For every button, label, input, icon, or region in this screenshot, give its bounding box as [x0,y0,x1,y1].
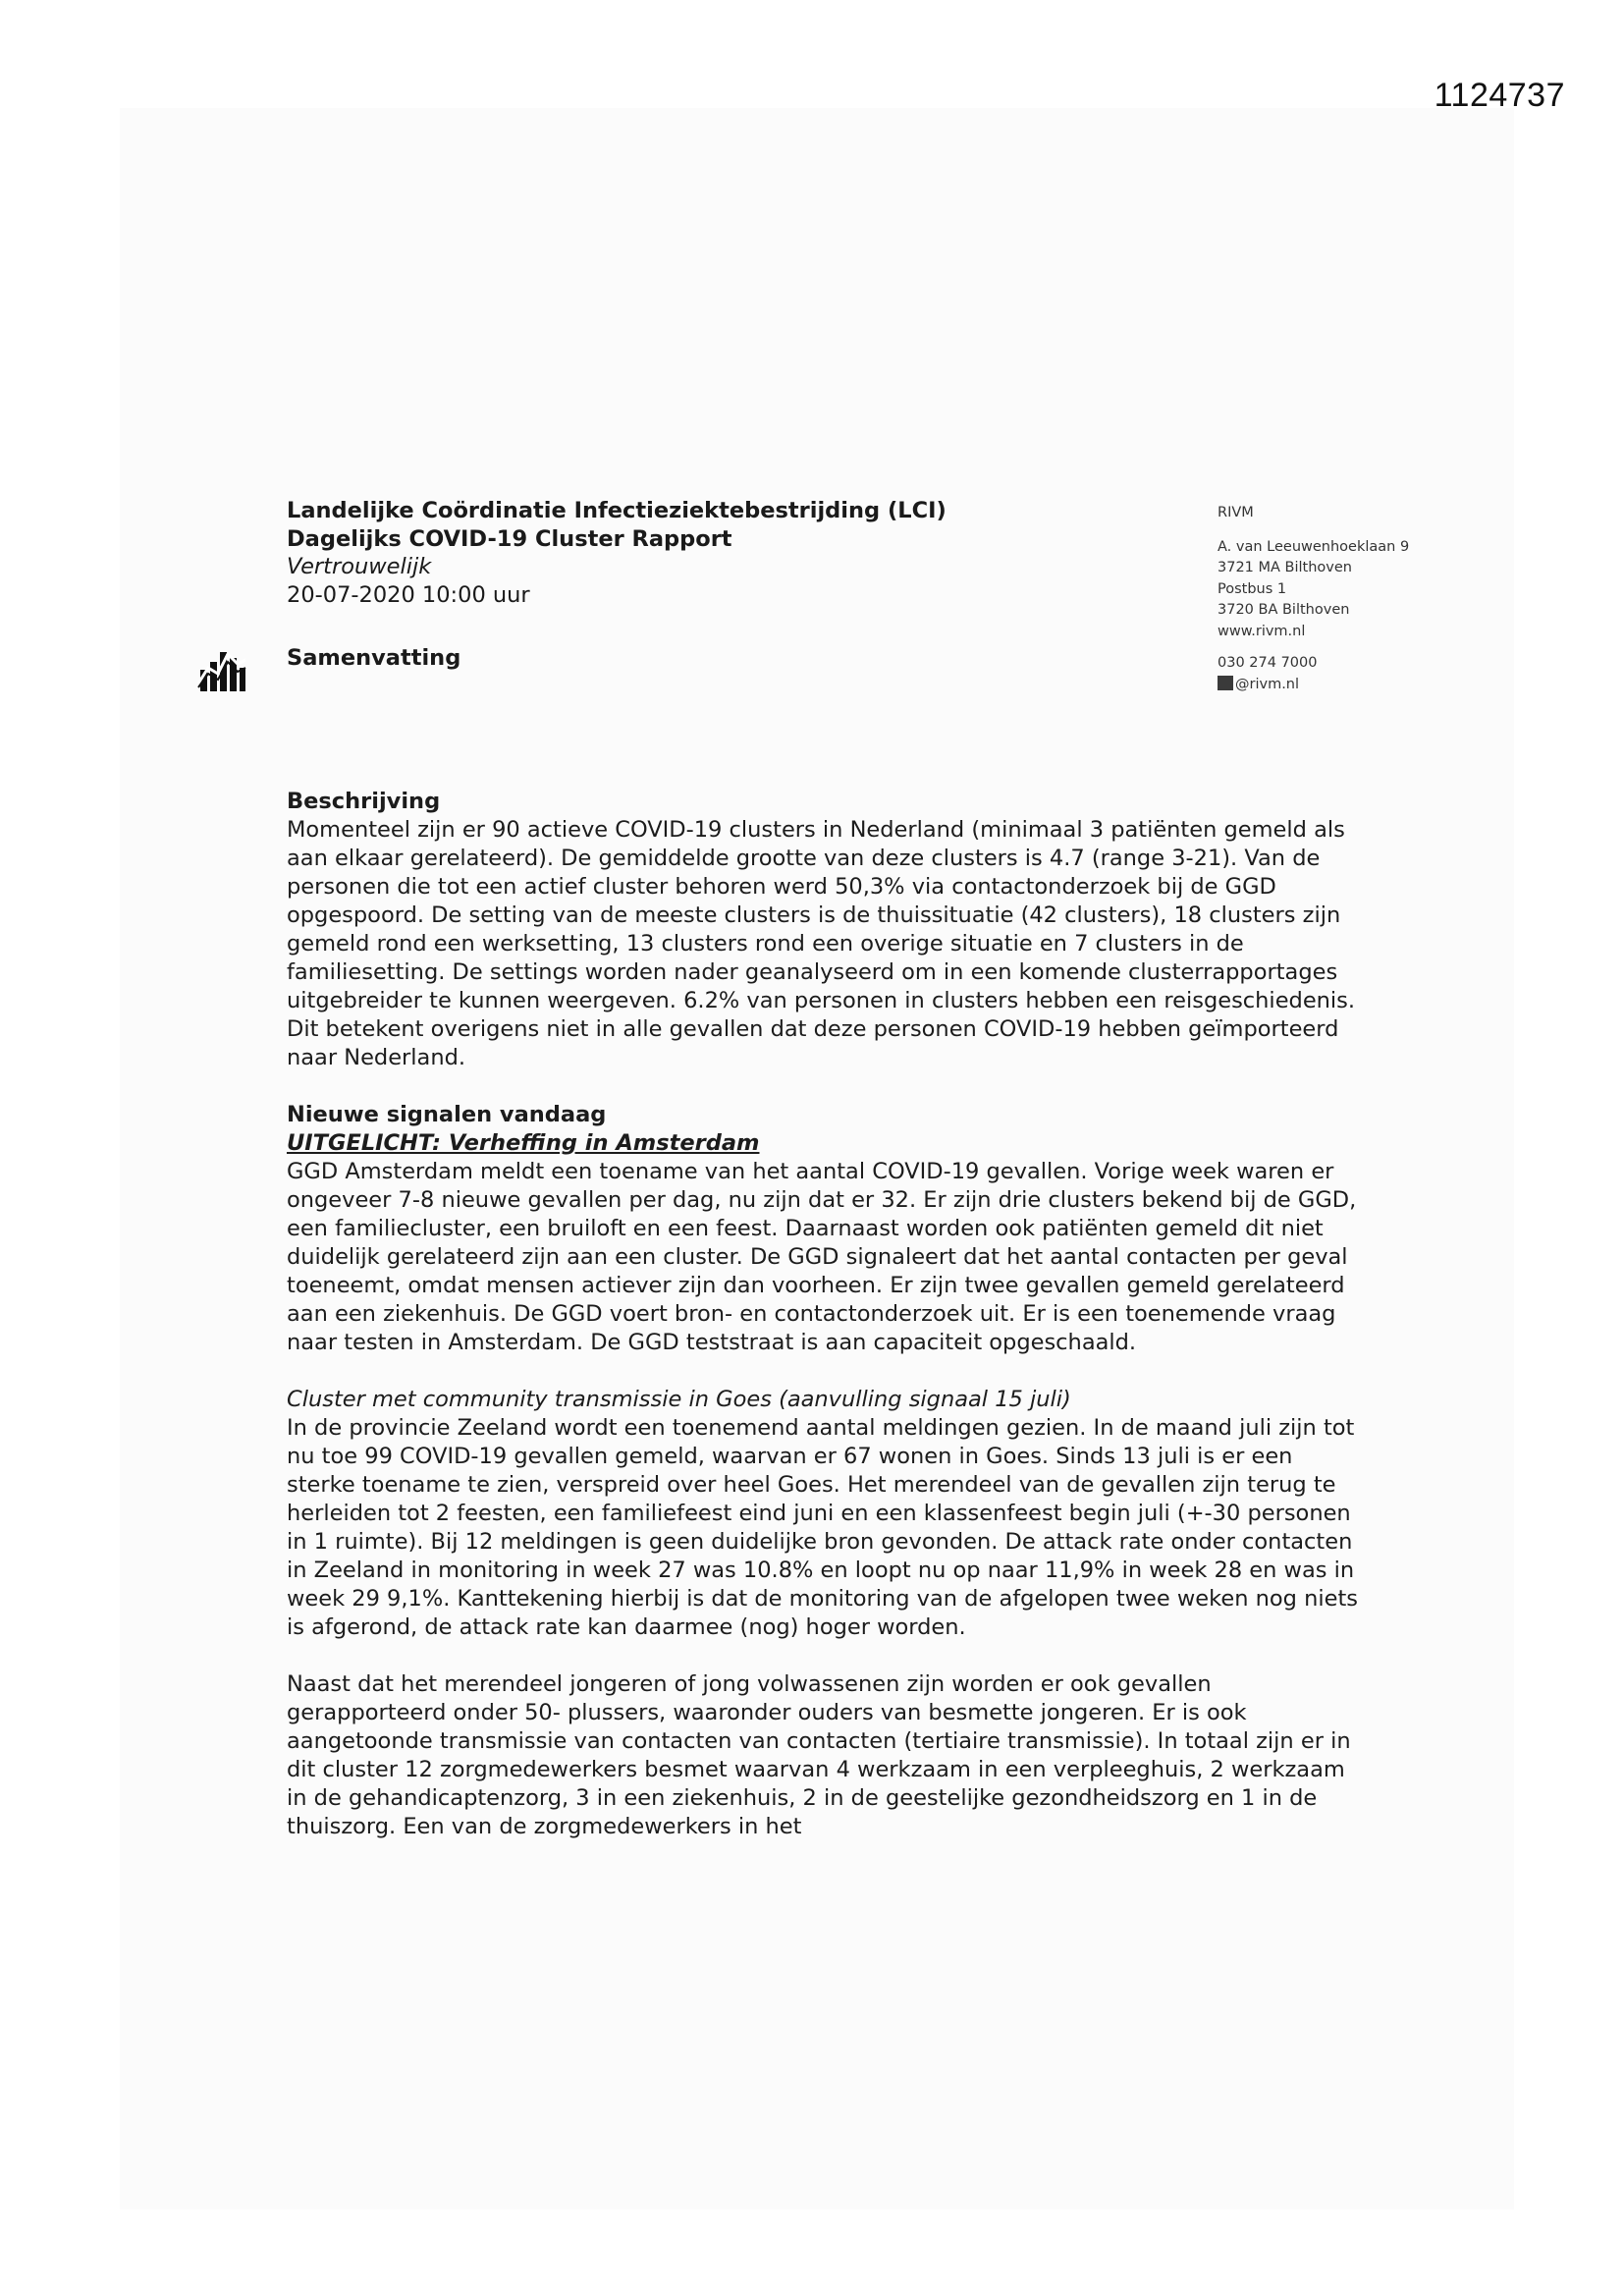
address-phone: 030 274 7000 [1218,655,1318,671]
address-org: RIVM [1218,505,1254,520]
document-number: 1124737 [1434,77,1565,114]
report-header [287,497,1033,609]
address-street: A. van Leeuwenhoeklaan 9 [1218,538,1410,555]
address-email[interactable] [1218,675,1473,696]
chart-bars-icon [196,644,247,695]
address-website[interactable]: www.rivm.nl [1218,623,1306,639]
highlight-title-wrap [287,1129,1367,1158]
org-title: Landelijke Coördinatie Infectieziektebestrijding (LCI) [287,498,947,523]
address-postcode: 3721 MA Bilthoven [1218,560,1352,575]
report-body [287,788,1367,1841]
classification-label: Vertrouwelijk [287,554,432,579]
goes-text-continued: Naast dat het merendeel jongeren of jong volwassenen zijn worden er ook gevallen gerapporteerd onder 50- plussers, waaronder ouders van besmette jongeren. Er is ook aangetoonde transmissie van contacten van contacten (tertiaire transmissie). In totaal zijn er in dit cluster 12 zorgmedewerkers besmet waarvan 4 werkzaam in een verpleeghuis, 2 werkzaam in de gehandicaptenzorg, 3 in een ziekenhuis, 2 in de geestelijke gezondheidszorg en 1 in de thuiszorg. Een van de zorgmedewerkers in het [287,1671,1351,1839]
highlight-title: UITGELICHT: Verheffing in Amsterdam [287,1130,760,1156]
address-email-domain: @rivm.nl [1235,676,1300,692]
goes-text: In de provincie Zeeland wordt een toenemend aantal meldingen gezien. In de maand juli zijn tot nu toe 99 COVID-19 gevallen gemeld, waarvan er 67 wonen in Goes. Sinds 13 juli is er een sterke toename te zien, verspreid over heel Goes. Het merendeel van de gevallen zijn terug te herleiden tot 2 feesten, een familiefeest eind juni en een klassenfeest begin juli (+-30 personen in 1 ruimte). Bij 12 meldingen is geen duidelijke bron gevonden. De attack rate onder contacten in Zeeland in monitoring in week 27 was 10.8% en loopt nu op naar 11,9% in week 28 en was in week 29 9,1%. Kanttekening hierbij is dat de monitoring van de afgelopen twee weken nog niets is afgerond, de attack rate kan daarmee (nog) hoger worden. [287,1415,1358,1640]
goes-title: Cluster met community transmissie in Goes (aanvulling signaal 15 juli) [287,1387,1071,1412]
address-postbus-city: 3720 BA Bilthoven [1218,602,1350,618]
address-postbus: Postbus 1 [1218,580,1287,597]
report-datetime: 20-07-2020 10:00 uur [287,581,530,608]
summary-heading: Samenvatting [287,645,461,671]
beschrijving-heading: Beschrijving [287,789,441,814]
redaction-mark [1218,676,1233,690]
amsterdam-text: GGD Amsterdam meldt een toename van het aantal COVID-19 gevallen. Vorige week waren er ongeveer 7-8 nieuwe gevallen per dag, nu zijn dat er 32. Er zijn drie clusters bekend bij de GGD, een familiecluster, een bruiloft en een feest. Daarnaast worden ook patiënten gemeld dit niet duidelijk gerelateerd zijn aan een cluster. De GGD signaleert dat het aantal contacten per geval toeneemt, omdat mensen actiever zijn dan voorheen. Er zijn twee gevallen gemeld gerelateerd aan een ziekenhuis. De GGD voert bron- en contactonderzoek uit. Er is een toenemende vraag naar testen in Amsterdam. De GGD teststraat is aan capaciteit opgeschaald. [287,1159,1357,1355]
report-title: Dagelijks COVID-19 Cluster Rapport [287,525,732,552]
beschrijving-text: Momenteel zijn er 90 actieve COVID-19 clusters in Nederland (minimaal 3 patiënten gemeld als aan elkaar gerelateerd). De gemiddelde grootte van deze clusters is 4.7 (range 3-21). Van de personen die tot een actief cluster behoren werd 50,3% via contactonderzoek bij de GGD opgespoord. De setting van de meeste clusters is de thuissituatie (42 clusters), 18 clusters zijn gemeld rond een werksetting, 13 clusters rond een overige situatie en 7 clusters in de familiesetting. De settings worden nader geanalyseerd om in een komende clusterrapportages uitgebreider te kunnen weergeven. 6.2% van personen in clusters hebben een reisgeschiedenis. Dit betekent overigens niet in alle gevallen dat deze personen COVID-19 hebben geïmporteerd naar Nederland. [287,817,1356,1070]
sender-address [1218,503,1473,695]
signalen-heading: Nieuwe signalen vandaag [287,1102,607,1127]
